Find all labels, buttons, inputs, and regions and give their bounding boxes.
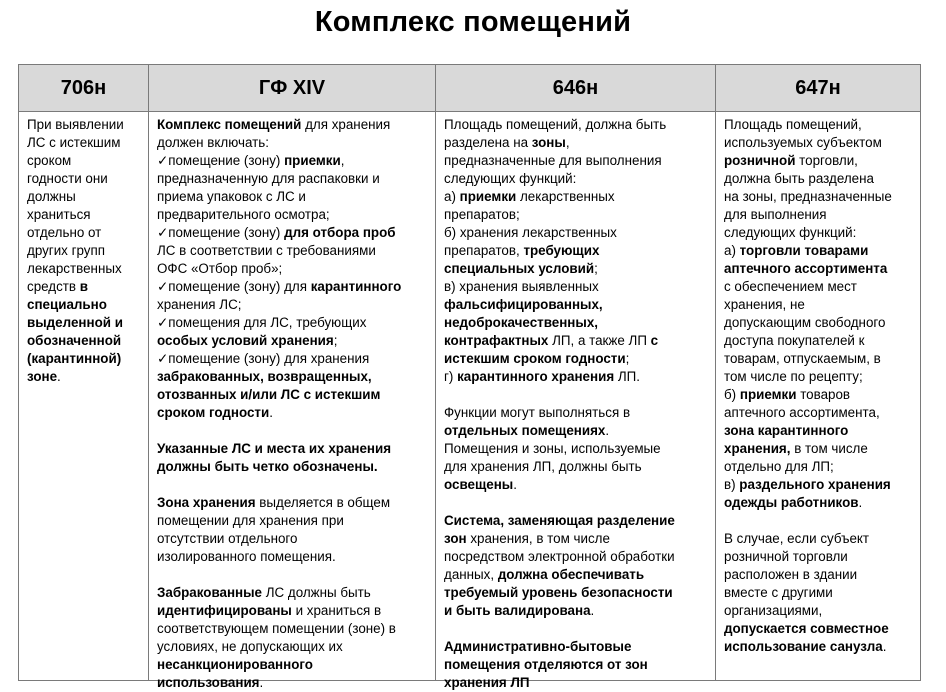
cell-paragraph [157,116,429,422]
cell-paragraph [157,584,429,692]
text-line [724,620,914,638]
text-line [444,368,709,386]
text: . [513,477,517,492]
text-line [444,278,709,296]
text-line [444,638,709,656]
text-line [724,332,914,350]
text: сроком [27,153,72,168]
bold-text: Комплекс помещений [157,117,302,132]
bold-text: (карантинной) [27,351,122,366]
text: на зоны, предназначенные [724,189,892,204]
bold-text: истекшим сроком годности [444,351,626,366]
text: соответствующем помещении (зоне) в [157,621,396,636]
text: . [269,405,273,420]
text-line [27,332,142,350]
bold-text: приемки [459,189,517,204]
text: других групп [27,243,105,258]
text: используемых субъектом [724,135,882,150]
bold-text: одежды работников [724,495,859,510]
text-line [444,674,709,692]
text-line [724,296,914,314]
text-line [724,494,914,512]
cell-gf-xiv [149,112,436,690]
text: и храниться в [291,603,382,618]
text: Площадь помещений, [724,117,862,132]
text: лекарственных [27,261,122,276]
cell-paragraph [444,512,709,620]
text: хранения, в том числе [466,531,610,546]
text: ✓помещения для ЛС, требующих [157,315,367,330]
text: хранения, не [724,297,805,312]
cell-paragraph [444,116,709,386]
text-line [157,404,429,422]
text-line [724,116,914,134]
text: ; [625,351,630,366]
text: г) [444,369,458,384]
text: должны [27,189,76,204]
bold-text: Административно-бытовые [444,639,632,654]
page-title: Комплекс помещений [314,6,632,38]
comparison-table [18,64,921,690]
text-line [724,584,914,602]
text-line [724,224,914,242]
text: для хранения [301,117,391,132]
bold-text: Зона хранения [157,495,256,510]
bold-text: забракованных, возвращенных, [157,369,372,384]
text-line [157,458,429,476]
text-line [724,566,914,584]
text: хранения ЛС; [157,297,242,312]
text: . [259,675,264,690]
text: в том числе [790,441,868,456]
text: . [57,369,61,384]
text: условиях, не допускающих их [157,639,343,654]
bold-text: Система, заменяющая разделение [444,513,675,528]
text-line [27,260,142,278]
bold-text: помещения отделяются от зон [444,657,648,672]
text-line [157,224,429,242]
text: ЛП. [614,369,640,384]
text-line [724,350,914,368]
text-line [444,548,709,566]
text: При выявлении [27,117,124,132]
bold-text: сроком годности [157,405,270,420]
text: а) [724,243,740,258]
text-line [724,602,914,620]
text-line [444,476,709,494]
text: Помещения и зоны, используемые [444,441,661,456]
text-line [157,314,429,332]
bold-text: розничной [724,153,796,168]
text-line [444,332,709,350]
column-header-647n: 647н [716,65,921,112]
text: организациями, [724,603,823,618]
bold-text: хранения ЛП [444,675,530,690]
text: должен включать: [157,135,269,150]
text-line [157,242,429,260]
text: препаратов; [444,207,520,222]
text-line [724,206,914,224]
text-line [724,134,914,152]
text: торговли, [795,153,858,168]
text: В случае, если субъект [724,531,870,546]
bold-text: особых условий хранения [157,333,334,348]
text-line [724,278,914,296]
text: изолированного помещения. [157,549,336,564]
text-line [157,134,429,152]
text-line [724,314,914,332]
bold-text: зон [444,531,467,546]
text-line [444,296,709,314]
text: выделяется в общем [255,495,391,510]
text-line [444,602,709,620]
text-line [724,458,914,476]
cell-paragraph [724,116,914,512]
text: товаров [796,387,851,402]
text-line [157,206,429,224]
text-line [27,368,142,386]
table-header-row [19,65,921,112]
bold-text: для отбора проб [284,225,396,240]
bold-text: отозванных и/или ЛС с истекшим [157,387,381,402]
text-line [724,242,914,260]
text: доступа покупателей к [724,333,865,348]
text-line [157,116,429,134]
text-line [157,188,429,206]
bold-text: с [650,333,659,348]
text: товарам, отпускаемым, в [724,351,881,366]
text: расположен в здании [724,567,858,582]
text-line [157,386,429,404]
text-line [27,350,142,368]
text-line [724,638,914,656]
text: , [565,135,570,150]
text-line [444,152,709,170]
text-line [27,224,142,242]
text-line [157,548,429,566]
text-line [157,602,429,620]
text: Функции могут выполняться в [444,405,631,420]
text-line [157,638,429,656]
bold-text: допускается совместное [724,621,889,636]
text: отсутствии отдельного [157,531,298,546]
bold-text: Указанные ЛС и места их хранения [157,441,392,456]
text-line [724,260,914,278]
text-line [157,584,429,602]
text: ✓помещение (зону) [157,225,285,240]
text-line [27,116,142,134]
bold-text: недоброкачественных, [444,315,598,330]
bold-text: в [79,279,89,294]
text: препаратов, [444,243,524,258]
text-line [444,224,709,242]
text: ; [594,261,598,276]
bold-text: использование санузла [724,639,883,654]
text-line [157,368,429,386]
text: б) хранения лекарственных [444,225,617,240]
text-line [27,170,142,188]
bold-text: специальных условий [444,261,595,276]
text: в) [724,477,740,492]
column-header-706n: 706н [19,65,149,112]
text: б) [724,387,740,402]
text: допускающим свободного [724,315,886,330]
bold-text: специально [27,297,107,312]
text-line [157,332,429,350]
text-line [444,656,709,674]
text: а) [444,189,460,204]
text-line [724,152,914,170]
text-line [27,278,142,296]
text: храниться [27,207,91,222]
text-line [724,440,914,458]
cell-paragraph [27,116,142,386]
text-line [27,296,142,314]
text: ЛС в соответствии с требованиями [157,243,376,258]
text: . [858,495,863,510]
text-line [157,278,429,296]
text: вместе с другими [724,585,833,600]
bold-text: аптечного ассортимента [724,261,888,276]
text: ✓помещение (зону) для [157,279,311,294]
text-line [157,440,429,458]
table-body-row [19,112,921,681]
text-line [27,134,142,152]
bold-text: зоны [531,135,566,150]
text: ; [333,333,338,348]
text: аптечного ассортимента, [724,405,880,420]
text-line [444,458,709,476]
text: Площадь помещений, должна быть [444,117,667,132]
bold-text: выделенной и [27,315,123,330]
text: том числе по рецепту; [724,369,863,384]
text: следующих функций: [724,225,857,240]
cell-paragraph [444,404,709,494]
text-line [157,260,429,278]
bold-text: раздельного хранения [739,477,891,492]
bold-text: контрафактных [444,333,549,348]
text: ЛС с истекшим [27,135,121,150]
text-line [724,188,914,206]
text-line [157,152,429,170]
column-header-gf-xiv: ГФ XIV [149,65,436,112]
text-line [444,242,709,260]
text-line [157,512,429,530]
text-line [157,350,429,368]
text: с обеспечением мест [724,279,857,294]
text-line [27,152,142,170]
text-line [157,674,429,692]
text: в) хранения выявленных [444,279,599,294]
text-line [444,404,709,422]
text: для хранения ЛП, должны быть [444,459,642,474]
text: ЛП, а также ЛП [548,333,651,348]
text-line [444,440,709,458]
bold-text: Забракованные [157,585,262,600]
text-line [444,566,709,584]
text: . [590,603,595,618]
text: разделена на [444,135,532,150]
text-line [724,422,914,440]
text-line [444,206,709,224]
text: отдельно для ЛП; [724,459,834,474]
bold-text: приемки [739,387,797,402]
text: предварительного осмотра; [157,207,330,222]
text-line [444,170,709,188]
text: ЛС должны быть [262,585,371,600]
bold-text: торговли товарами [739,243,869,258]
text-line [724,548,914,566]
bold-text: фальсифицированных, [444,297,603,312]
text-line [27,242,142,260]
bold-text: несанкционированного [157,657,313,672]
text: , [340,153,345,168]
text-line [157,296,429,314]
text: данных, [444,567,498,582]
bold-text: использования [157,675,260,690]
text: посредством электронной обработки [444,549,675,564]
text: средств [27,279,80,294]
cell-706n [19,112,149,681]
bold-text: хранения, [724,441,791,456]
text-line [444,512,709,530]
cell-paragraph [157,494,429,566]
text-line [724,404,914,422]
text-line [444,422,709,440]
text-line [444,584,709,602]
text-line [444,530,709,548]
cell-paragraph [724,530,914,656]
text-line [157,656,429,674]
text-line [444,314,709,332]
text-line [444,260,709,278]
text: ✓помещение (зону) [157,153,285,168]
bold-text: обозначенной [27,333,122,348]
bold-text: идентифицированы [157,603,292,618]
bold-text: должны быть четко обозначены. [157,459,378,474]
text-line [724,170,914,188]
text: помещении для хранения при [157,513,344,528]
text: отдельно от [27,225,102,240]
bold-text: карантинного [310,279,402,294]
text: годности они [27,171,108,186]
text: ✓помещение (зону) для хранения [157,351,370,366]
cell-646n [436,112,716,690]
text: приема упаковок с ЛС и [157,189,306,204]
text-line [724,530,914,548]
text-line [724,476,914,494]
text: . [882,639,887,654]
text: предназначенные для выполнения [444,153,662,168]
bold-text: отдельных помещениях [444,423,606,438]
bold-text: зоне [27,369,58,384]
column-header-646n: 646н [436,65,716,112]
text-line [157,620,429,638]
text: предназначенную для распаковки и [157,171,380,186]
text: ОФС «Отбор проб»; [157,261,283,276]
text: . [605,423,610,438]
text-line [27,206,142,224]
text-line [27,314,142,332]
text: для выполнения [724,207,827,222]
bold-text: освещены [444,477,514,492]
text-line [444,350,709,368]
bold-text: зона карантинного [724,423,849,438]
text-line [157,494,429,512]
cell-paragraph [157,440,429,476]
text-line [157,170,429,188]
text: следующих функций: [444,171,577,186]
text-line [724,368,914,386]
text: лекарственных [516,189,615,204]
text: розничной торговли [724,549,848,564]
cell-paragraph [444,638,709,692]
bold-text: требуемый уровень безопасности [444,585,673,600]
bold-text: приемки [284,153,341,168]
text: должна быть разделена [724,171,874,186]
bold-text: карантинного хранения [457,369,615,384]
text-line [724,386,914,404]
bold-text: и быть валидирована [444,603,591,618]
bold-text: требующих [523,243,600,258]
text-line [444,116,709,134]
cell-647n [716,112,921,681]
bold-text: должна обеспечивать [497,567,645,582]
text-line [444,134,709,152]
text-line [157,530,429,548]
text-line [27,188,142,206]
text-line [444,188,709,206]
